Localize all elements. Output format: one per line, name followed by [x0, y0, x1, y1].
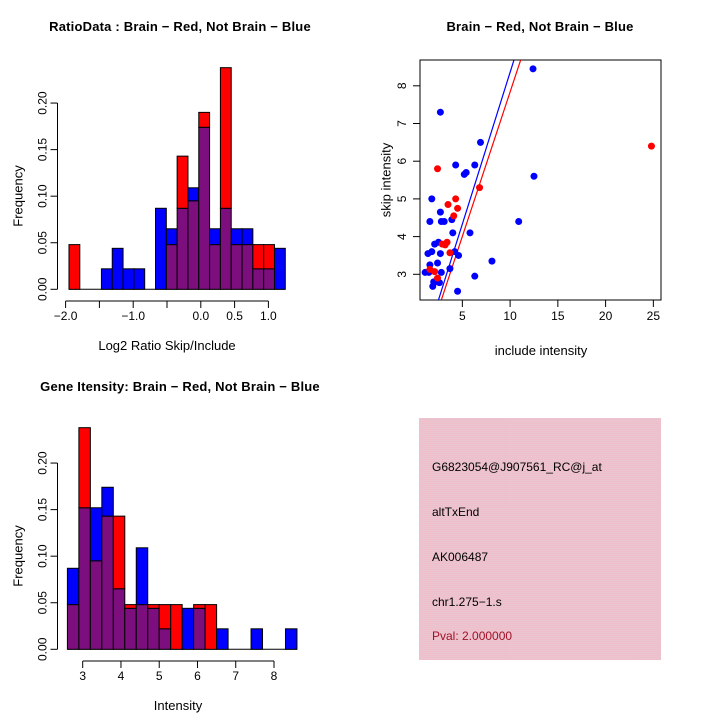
- scatter-point-not-brain: [429, 283, 436, 290]
- y-tick-label: 0.05: [35, 591, 50, 615]
- scatter-point-not-brain: [530, 65, 537, 72]
- histogram-bar-overlap: [79, 508, 90, 650]
- y-tick-label: 0.15: [35, 137, 50, 162]
- info-location: chr1.275−1.s: [432, 595, 502, 609]
- scatter-point-not-brain: [471, 273, 478, 280]
- scatter-point-not-brain: [446, 265, 453, 272]
- histogram-bar-overlap: [102, 516, 113, 649]
- scatter-point-not-brain: [452, 161, 459, 168]
- x-tick-label: 0.0: [192, 309, 210, 323]
- scatter-point-not-brain: [441, 218, 448, 225]
- ratio-histogram-xlabel: Log2 Ratio Skip/Include: [98, 338, 236, 353]
- x-tick-label: 1.0: [260, 309, 277, 323]
- histogram-bar-overlap: [242, 245, 253, 290]
- histogram-bar-blue: [274, 248, 285, 289]
- histogram-bar-blue: [102, 487, 113, 516]
- histogram-bar-red: [205, 605, 216, 650]
- scatter-ylabel: skip intensity: [378, 142, 394, 218]
- y-tick-label: 0.10: [35, 544, 50, 568]
- histogram-bar-blue: [156, 208, 167, 289]
- histogram-bar-overlap: [159, 629, 170, 649]
- scatter-point-not-brain: [488, 258, 495, 265]
- plot-box: [420, 60, 661, 300]
- y-tick-label: 4: [395, 233, 409, 240]
- scatter-point-not-brain: [449, 229, 456, 236]
- x-tick-label: −2.0: [53, 309, 78, 323]
- histogram-bar-red: [125, 605, 136, 609]
- y-tick-label: 7: [395, 120, 409, 127]
- x-tick-label: 4: [117, 669, 125, 683]
- y-tick-label: 0.00: [35, 637, 50, 661]
- scatter-point-brain: [445, 201, 452, 208]
- info-pval: Pval: 2.000000: [432, 629, 513, 643]
- panel-info: [360, 360, 720, 720]
- histogram-bar-blue: [251, 629, 262, 649]
- scatter-point-not-brain: [463, 169, 470, 176]
- x-tick-label: 5: [155, 669, 163, 683]
- scatter-point-brain: [434, 275, 441, 282]
- histogram-bar-red: [148, 605, 159, 609]
- histogram-bar-overlap: [220, 208, 231, 289]
- x-tick-label: 25: [646, 309, 661, 323]
- histogram-bar-blue: [210, 229, 221, 245]
- histogram-bar-overlap: [188, 201, 199, 289]
- histogram-bar-overlap: [67, 605, 78, 650]
- histogram-bar-red: [159, 605, 170, 629]
- histogram-bar-blue: [101, 269, 112, 289]
- histogram-bar-overlap: [199, 127, 210, 289]
- scatter-point-not-brain: [426, 218, 433, 225]
- scatter-point-not-brain: [434, 259, 441, 266]
- histogram-bar-overlap: [177, 208, 188, 289]
- x-tick-label: 6: [194, 669, 201, 683]
- histogram-bar-red: [177, 156, 188, 208]
- histogram-bar-red: [194, 605, 205, 609]
- x-tick-label: 3: [79, 669, 87, 683]
- y-tick-label: 5: [395, 195, 409, 203]
- histogram-bar-blue: [242, 229, 253, 245]
- histogram-bar-overlap: [210, 245, 221, 290]
- scatter-point-not-brain: [515, 218, 522, 225]
- histogram-bar-red: [220, 68, 231, 209]
- scatter-point-not-brain: [437, 209, 444, 216]
- fit-line-not-brain-fit: [438, 60, 513, 300]
- scatter-point-not-brain: [454, 288, 461, 295]
- scatter-plot: [360, 0, 720, 360]
- histogram-bar-overlap: [136, 605, 147, 650]
- info-accession: AK006487: [432, 550, 489, 564]
- histogram-bar-overlap: [125, 608, 136, 649]
- scatter-point-not-brain: [437, 250, 444, 257]
- histogram-bar-overlap: [166, 245, 177, 290]
- y-tick-label: 0.20: [35, 451, 50, 475]
- histogram-bar-overlap: [113, 589, 124, 650]
- intensity-histogram-title: Gene Itensity: Brain − Red, Not Brain − Blue: [40, 379, 320, 394]
- histogram-bar-blue: [112, 248, 123, 289]
- scatter-point-not-brain: [455, 252, 462, 259]
- histogram-bar-blue: [123, 269, 134, 289]
- scatter-point-brain: [434, 165, 441, 172]
- ratio-histogram-ylabel: Frequency: [10, 165, 26, 227]
- ratio-histogram-plot: [0, 0, 360, 360]
- y-tick-label: 0.15: [35, 497, 50, 522]
- scatter-point-not-brain: [466, 229, 473, 236]
- panel-scatter: [360, 0, 720, 360]
- histogram-bar-red: [69, 245, 80, 290]
- scatter-point-brain: [431, 268, 438, 275]
- histogram-bar-red: [199, 112, 210, 127]
- histogram-bar-blue: [136, 548, 147, 605]
- x-tick-label: 5: [459, 309, 466, 323]
- histogram-bar-blue: [134, 269, 145, 289]
- scatter-point-not-brain: [477, 139, 484, 146]
- y-tick-label: 0.20: [35, 91, 50, 115]
- intensity-histogram-plot: [0, 360, 360, 720]
- scatter-point-brain: [648, 143, 655, 150]
- scatter-xlabel: include intensity: [494, 343, 588, 358]
- fit-line-brain-fit: [441, 60, 520, 300]
- scatter-point-not-brain: [428, 248, 435, 255]
- histogram-bar-blue: [182, 608, 193, 649]
- info-event-type: altTxEnd: [432, 505, 480, 519]
- histogram-bar-red: [171, 605, 182, 650]
- histogram-bar-overlap: [194, 608, 205, 649]
- histogram-bar-red: [113, 516, 124, 589]
- y-tick-label: 6: [395, 157, 409, 165]
- scatter-point-not-brain: [471, 161, 478, 168]
- y-tick-label: 0.05: [35, 231, 50, 255]
- x-tick-label: 10: [503, 309, 517, 323]
- x-tick-label: 0.5: [226, 309, 243, 323]
- histogram-bar-blue: [231, 229, 242, 245]
- x-tick-label: 8: [270, 669, 278, 683]
- x-tick-label: 7: [232, 669, 240, 683]
- scatter-point-brain: [446, 249, 453, 256]
- panel-ratio-histogram: [0, 0, 360, 360]
- y-tick-label: 0.10: [35, 184, 50, 208]
- histogram-bar-red: [253, 245, 264, 269]
- scatter-point-not-brain: [437, 109, 444, 116]
- histogram-bar-overlap: [264, 269, 275, 289]
- y-tick-label: 8: [395, 82, 409, 90]
- y-tick-label: 0.00: [35, 277, 50, 301]
- scatter-point-brain: [452, 195, 459, 202]
- histogram-bar-overlap: [253, 269, 264, 289]
- histogram-bar-red: [79, 428, 90, 508]
- histogram-bar-blue: [217, 629, 228, 649]
- scatter-point-brain: [454, 205, 461, 212]
- y-tick-label: 3: [395, 270, 409, 278]
- panel-intensity-histogram: [0, 360, 360, 720]
- x-tick-label: −1.0: [121, 309, 146, 323]
- scatter-point-brain: [476, 184, 483, 191]
- histogram-bar-red: [264, 245, 275, 269]
- intensity-histogram-xlabel: Intensity: [153, 698, 203, 713]
- intensity-histogram-ylabel: Frequency: [10, 525, 26, 587]
- histogram-bar-blue: [166, 229, 177, 245]
- histogram-bar-blue: [90, 508, 101, 561]
- info-probe-id: G6823054@J907561_RC@j_at: [432, 460, 602, 474]
- histogram-bar-blue: [67, 568, 78, 604]
- histogram-bar-blue: [285, 629, 296, 649]
- scatter-point-brain: [450, 212, 457, 219]
- histogram-bar-overlap: [90, 561, 101, 649]
- scatter-point-not-brain: [428, 195, 435, 202]
- scatter-point-brain: [442, 241, 449, 248]
- info-box: [419, 418, 661, 660]
- histogram-bar-overlap: [148, 608, 159, 649]
- histogram-bar-blue: [188, 188, 199, 201]
- scatter-title: Brain − Red, Not Brain − Blue: [446, 19, 634, 34]
- histogram-bar-overlap: [231, 245, 242, 290]
- x-tick-label: 15: [551, 309, 565, 323]
- ratio-histogram-title: RatioData : Brain − Red, Not Brain − Blue: [49, 19, 311, 34]
- x-tick-label: 20: [598, 309, 613, 323]
- scatter-point-not-brain: [530, 173, 537, 180]
